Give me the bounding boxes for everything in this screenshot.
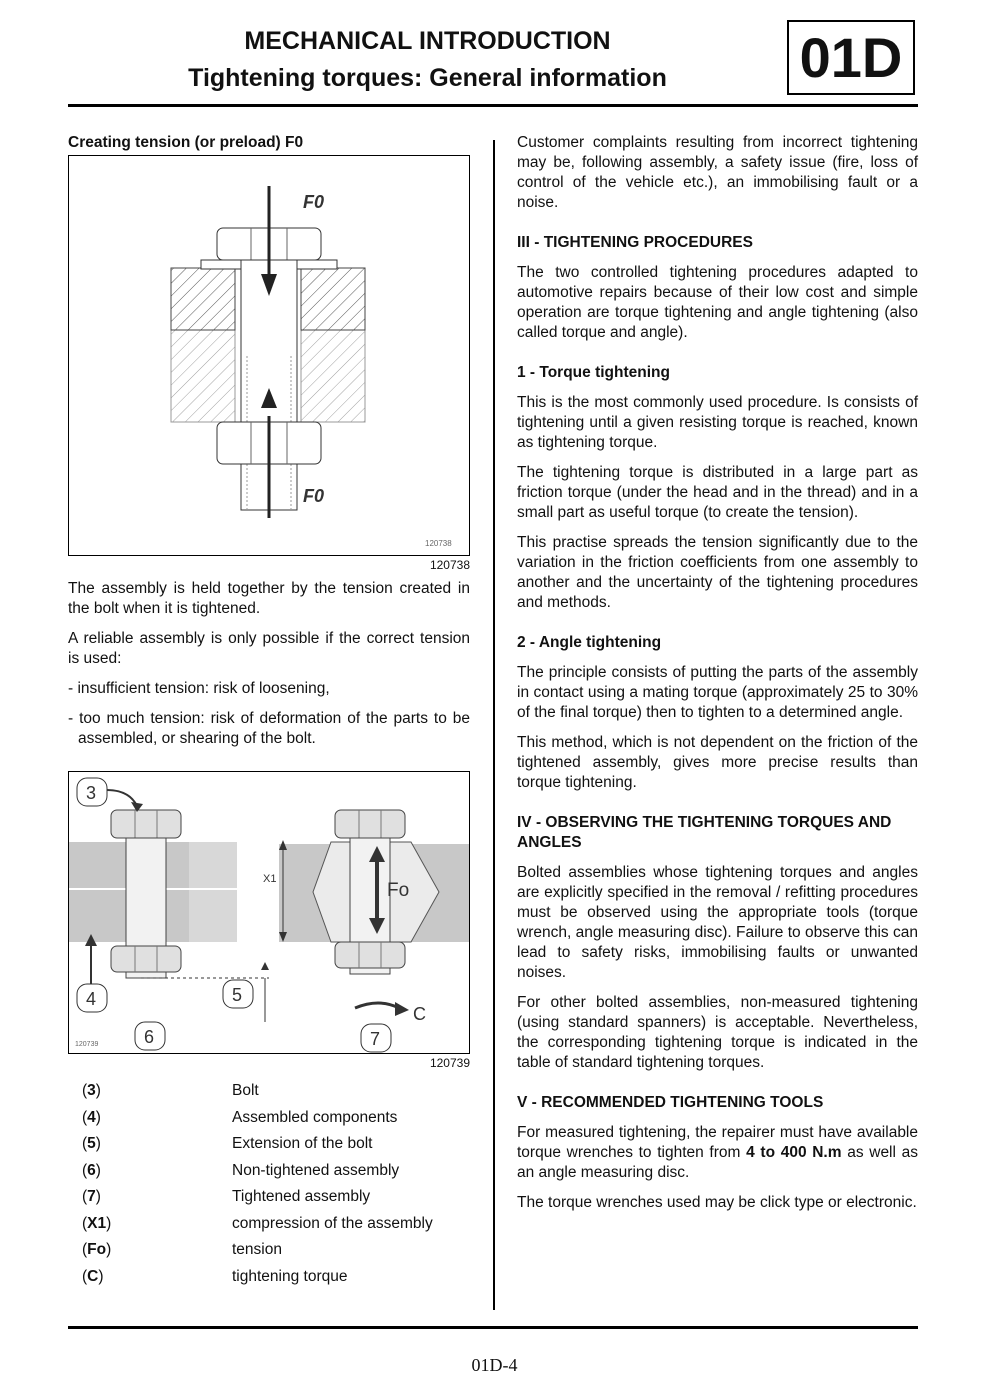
legend-desc: Tightened assembly <box>232 1188 371 1205</box>
legend-row <box>68 1108 470 1135</box>
paragraph: Customer complaints resulting from incorrect tightening may be, following assembly, a safety issue (fire, loss of control of the vehicle etc.), an immobilising fault or a noise. <box>517 134 918 211</box>
legend-row <box>68 1134 470 1161</box>
paragraph: This practise spreads the tension significantly due to the variation in the friction coefficients from one assembly to another and the uncertainty of the tightening procedures and methods. <box>517 534 918 611</box>
paragraph: For measured tightening, the repairer must have available torque wrenches to tighten from 4 to 400 N.m as well as an angle measuring disc. <box>517 1124 918 1181</box>
legend-key: (6) <box>82 1161 101 1179</box>
paragraph: A reliable assembly is only possible if the correct tension is used: <box>68 630 470 667</box>
legend-desc: tightening torque <box>232 1267 348 1285</box>
legend-row <box>68 1161 470 1188</box>
legend-key: (Fo) <box>82 1241 112 1258</box>
right-column <box>517 133 918 1223</box>
legend-row <box>68 1240 470 1267</box>
legend-row <box>68 1214 470 1241</box>
legend-key: (X1) <box>82 1214 112 1232</box>
legend-key: (3) <box>82 1082 101 1099</box>
legend-key: (4) <box>82 1108 101 1126</box>
section-heading: IV - OBSERVING THE TIGHTENING TORQUES AND ANGLES <box>517 814 892 851</box>
fig2-fo-label: Fo <box>387 880 410 901</box>
fig2-callout-6: 6 <box>144 1027 155 1047</box>
figure1-preload-diagram <box>68 156 470 556</box>
fig2-callout-3: 3 <box>86 783 97 803</box>
legend-desc: Extension of the bolt <box>232 1135 373 1152</box>
page-subtitle: Tightening torques: General information <box>188 64 667 92</box>
footer-rule <box>68 1326 918 1329</box>
legend-desc: compression of the assembly <box>232 1214 433 1232</box>
assembly-comparison-illustration <box>69 772 469 1053</box>
legend-row <box>68 1267 470 1294</box>
fig2-callout-7: 7 <box>370 1029 381 1049</box>
section-heading: V - RECOMMENDED TIGHTENING TOOLS <box>517 1094 824 1111</box>
figure1-reference: 120738 <box>429 558 470 572</box>
fig2-torque-label: C <box>413 1004 426 1024</box>
fig1-force-label-top: F0 <box>303 192 325 212</box>
bolt-preload-illustration <box>69 156 469 554</box>
fig2-callout-4: 4 <box>86 989 97 1009</box>
header-rule <box>68 104 918 107</box>
paragraph: The assembly is held together by the tension created in the bolt when it is tightened. <box>68 580 470 617</box>
paragraph: The two controlled tightening procedures adapted to automotive repairs because of their low cost and simple operation are torque tightening and angle tightening (also called torque and angle). <box>517 264 918 341</box>
subsection-heading: 2 - Angle tightening <box>517 634 662 651</box>
torque-range: 4 to 400 N.m <box>746 1144 842 1161</box>
paragraph: Bolted assemblies whose tightening torques and angles are explicitly specified in the removal / refitting procedures must be observed using the appropriate tools (torque wrench, angle measuring disc). Failure to observe this can lead to safety risks, immobilising faults or unwanted noises. <box>517 864 918 981</box>
legend-key: (C) <box>82 1267 104 1285</box>
legend-row <box>68 1187 470 1214</box>
paragraph: This is the most commonly used procedure. Is consists of tightening until a given resisting torque is reached, known as tightening torque. <box>517 394 918 451</box>
section-heading: III - TIGHTENING PROCEDURES <box>517 234 753 251</box>
paragraph: This method, which is not dependent on the friction of the tightened assembly, gives more precise results than torque tightening. <box>517 734 918 791</box>
paragraph: For other bolted assemblies, non-measured tightening (using standard spanners) is acceptable. Nevertheless, the corresponding tightening torque is indicated in the table of standard tightening torques. <box>517 994 918 1071</box>
legend-desc: Bolt <box>232 1082 259 1099</box>
left-column <box>68 133 470 1293</box>
legend-key: (5) <box>82 1135 101 1152</box>
legend-row <box>68 1081 470 1108</box>
fig2-callout-5: 5 <box>232 985 243 1005</box>
figure1-title: Creating tension (or preload) F0 <box>68 133 470 156</box>
legend-key: (7) <box>82 1188 101 1205</box>
column-divider <box>493 140 495 1310</box>
fig1-force-label-bottom: F0 <box>303 486 325 506</box>
page-title: MECHANICAL INTRODUCTION <box>244 27 611 55</box>
legend-desc: Assembled components <box>232 1108 398 1126</box>
paragraph: The torque wrenches used may be click type or electronic. <box>517 1194 917 1211</box>
section-code-badge: 01D <box>787 20 915 95</box>
fig1-inner-ref: 120738 <box>425 539 452 548</box>
legend-table <box>68 1081 470 1293</box>
bullet-item: - insufficient tension: risk of loosening, <box>68 680 330 697</box>
subsection-heading: 1 - Torque tightening <box>517 364 670 381</box>
legend-desc: tension <box>232 1241 282 1258</box>
figure2-assembly-diagram <box>68 771 470 1054</box>
page-number: 01D-4 <box>471 1355 518 1375</box>
fig2-x1-label: X1 <box>263 873 277 885</box>
paragraph: The tightening torque is distributed in a large part as friction torque (under the head and in the thread) and in a small part as useful torque (to create the tension). <box>517 464 918 521</box>
legend-desc: Non-tightened assembly <box>232 1161 400 1179</box>
paragraph: The principle consists of putting the parts of the assembly in contact using a mating torque (approximately 25 to 30% of the final torque) then to tighten to a determined angle. <box>517 664 918 721</box>
bullet-item: - too much tension: risk of deformation of the parts to be assembled, or shearing of the bolt. <box>68 710 470 747</box>
fig2-inner-ref: 120739 <box>75 1041 99 1048</box>
figure2-reference: 120739 <box>429 1056 470 1070</box>
